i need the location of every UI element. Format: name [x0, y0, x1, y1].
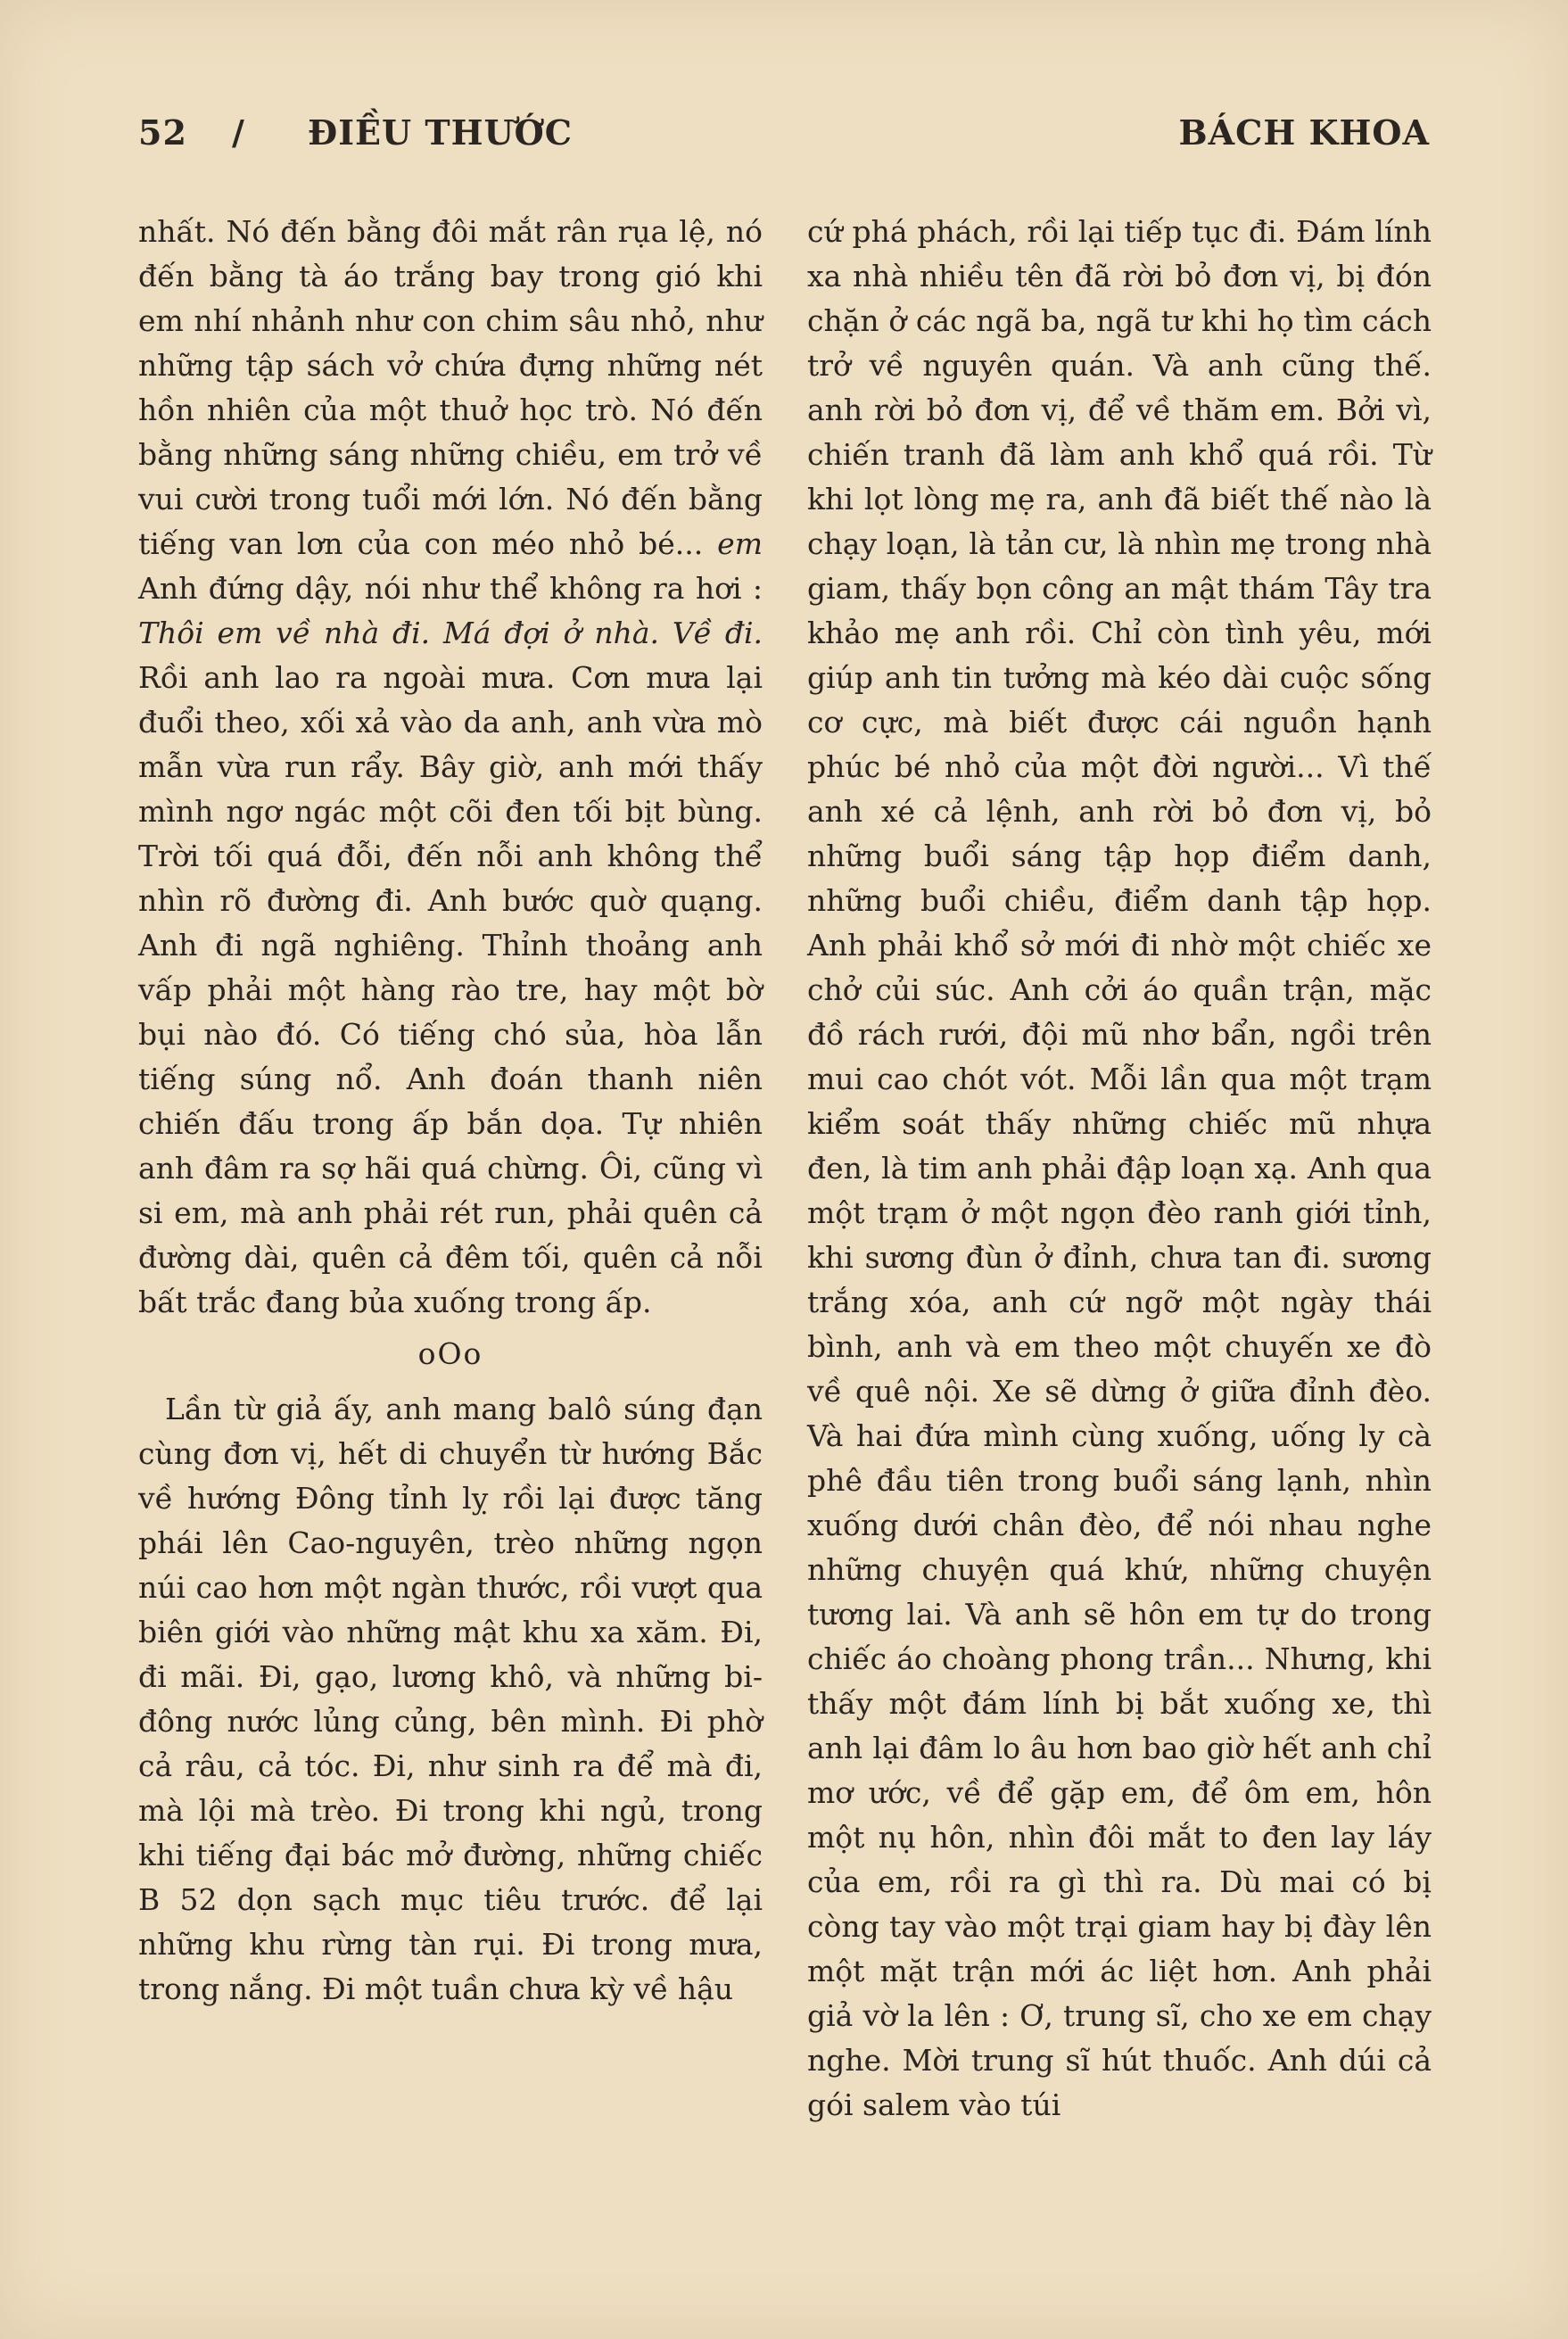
left-para1-italic-1: em	[717, 526, 763, 561]
left-paragraph-2: Lần từ giả ấy, anh mang balô súng đạn cùng đơn vị, hết di chuyển từ hướng Bắc về hướng Đông tỉnh lỵ rồi lại được tăng phái lên Cao-nguyên, trèo những ngọn núi cao hơn một ngàn thước, rồi vượt qua biên giới vào những mật khu xa xăm. Đi, đi mãi. Đi, gạo, lương khô, và những bi-đông nước lủng củng, bên mình. Đi phờ cả râu, cả tóc. Đi, như sinh ra để mà đi, mà lội mà trèo. Đi trong khi ngủ, trong khi tiếng đại bác mở đường, những chiếc B 52 dọn sạch mục tiêu trước. để lại những khu rừng tàn rụi. Đi trong mưa, trong nắng. Đi một tuần chưa kỳ về hậu	[138, 1392, 763, 2006]
running-title: ĐIỀU THƯỚC	[308, 112, 573, 153]
section-break: oOo	[417, 1336, 483, 1371]
left-paragraph-1	[138, 210, 763, 1325]
page-header	[138, 107, 1430, 161]
left-para1-text-b: Anh đứng dậy, nói như thể không ra hơi :	[138, 571, 763, 606]
right-paragraph: cứ phá phách, rồi lại tiếp tục đi. Đám lính xa nhà nhiều tên đã rời bỏ đơn vị, bị đón chặn ở các ngã ba, ngã tư khi họ tìm cách trở về nguyên quán. Và anh cũng thế. anh rời bỏ đơn vị, để về thăm em. Bởi vì, chiến tranh đã làm anh khổ quá rồi. Từ khi lọt lòng mẹ ra, anh đã biết thế nào là chạy loạn, là tản cư, là nhìn mẹ trong nhà giam, thấy bọn công an mật thám Tây tra khảo mẹ anh rồi. Chỉ còn tình yêu, mới giúp anh tin tưởng mà kéo dài cuộc sống cơ cực, mà biết được cái nguồn hạnh phúc bé nhỏ của một đời người... Vì thế anh xé cả lệnh, anh rời bỏ đơn vị, bỏ những buổi sáng tập họp điểm danh, những buổi chiều, điểm danh tập họp. Anh phải khổ sở mới đi nhờ một chiếc xe chở củi súc. Anh cởi áo quần trận, mặc đồ rách rưới, đội mũ nhơ bẩn, ngồi trên mui cao chót vót. Mỗi lần qua một trạm kiểm soát thấy những chiếc mũ nhựa đen, là tim anh phải đập loạn xạ. Anh qua một trạm ở một ngọn đèo ranh giới tỉnh, khi sương đùn ở đỉnh, chưa tan đi. sương trắng xóa, anh cứ ngỡ một ngày thái bình, anh và em theo một chuyến xe đò về quê nội. Xe sẽ dừng ở giữa đỉnh đèo. Và hai đứa mình cùng xuống, uống ly cà phê đầu tiên trong buổi sáng lạnh, nhìn xuống dưới chân đèo, để nói nhau nghe những chuyện quá khứ, những chuyện tương lai. Và anh sẽ hôn em tự do trong chiếc áo choàng phong trần... Nhưng, khi thấy một đám lính bị bắt xuống xe, thì anh lại đâm lo âu hơn bao giờ hết anh chỉ mơ ước, về để gặp em, để ôm em, hôn một nụ hôn, nhìn đôi mắt to đen lay láy của em, rồi ra gì thì ra. Dù mai có bị còng tay vào một trại giam hay bị đày lên một mặt trận mới ác liệt hơn. Anh phải giả vờ la lên : Ơ, trung sĩ, cho xe em chạy nghe. Mời trung sĩ hút thuốc. Anh dúi cả gói salem vào túi	[807, 214, 1432, 2122]
left-column	[138, 210, 763, 2012]
left-para1-text-a: nhất. Nó đến bằng đôi mắt rân rụa lệ, nó đến bằng tà áo trắng bay trong gió khi em nhí nhảnh như con chim sâu nhỏ, như những tập sách vở chứa đựng những nét hồn nhiên của một thuở học trò. Nó đến bằng những sáng những chiều, em trở về vui cười trong tuổi mới lớn. Nó đến bằng tiếng van lơn của con méo nhỏ bé...	[138, 214, 763, 561]
journal-name: BÁCH KHOA	[1178, 112, 1430, 153]
right-column	[807, 210, 1432, 2128]
left-para1-italic-2: Thôi em về nhà đi. Má đợi ở nhà. Về đi.	[138, 616, 763, 650]
header-separator: /	[232, 112, 245, 153]
page-number: 52	[138, 112, 187, 153]
left-para1-text-c: Rồi anh lao ra ngoài mưa. Cơn mưa lại đuổi theo, xối xả vào da anh, anh vừa mò mẫn vừa run rẩy. Bây giờ, anh mới thấy mình ngơ ngác một cõi đen tối bịt bùng. Trời tối quá đỗi, đến nỗi anh không thể nhìn rõ đường đi. Anh bước quờ quạng. Anh đi ngã nghiêng. Thỉnh thoảng anh vấp phải một hàng rào tre, hay một bờ bụi nào đó. Có tiếng chó sủa, hòa lẫn tiếng súng nổ. Anh đoán thanh niên chiến đấu trong ấp bắn dọa. Tự nhiên anh đâm ra sợ hãi quá chừng. Ôi, cũng vì si em, mà anh phải rét run, phải quên cả đường dài, quên cả đêm tối, quên cả nỗi bất trắc đang bủa xuống trong ấp.	[138, 660, 763, 1319]
